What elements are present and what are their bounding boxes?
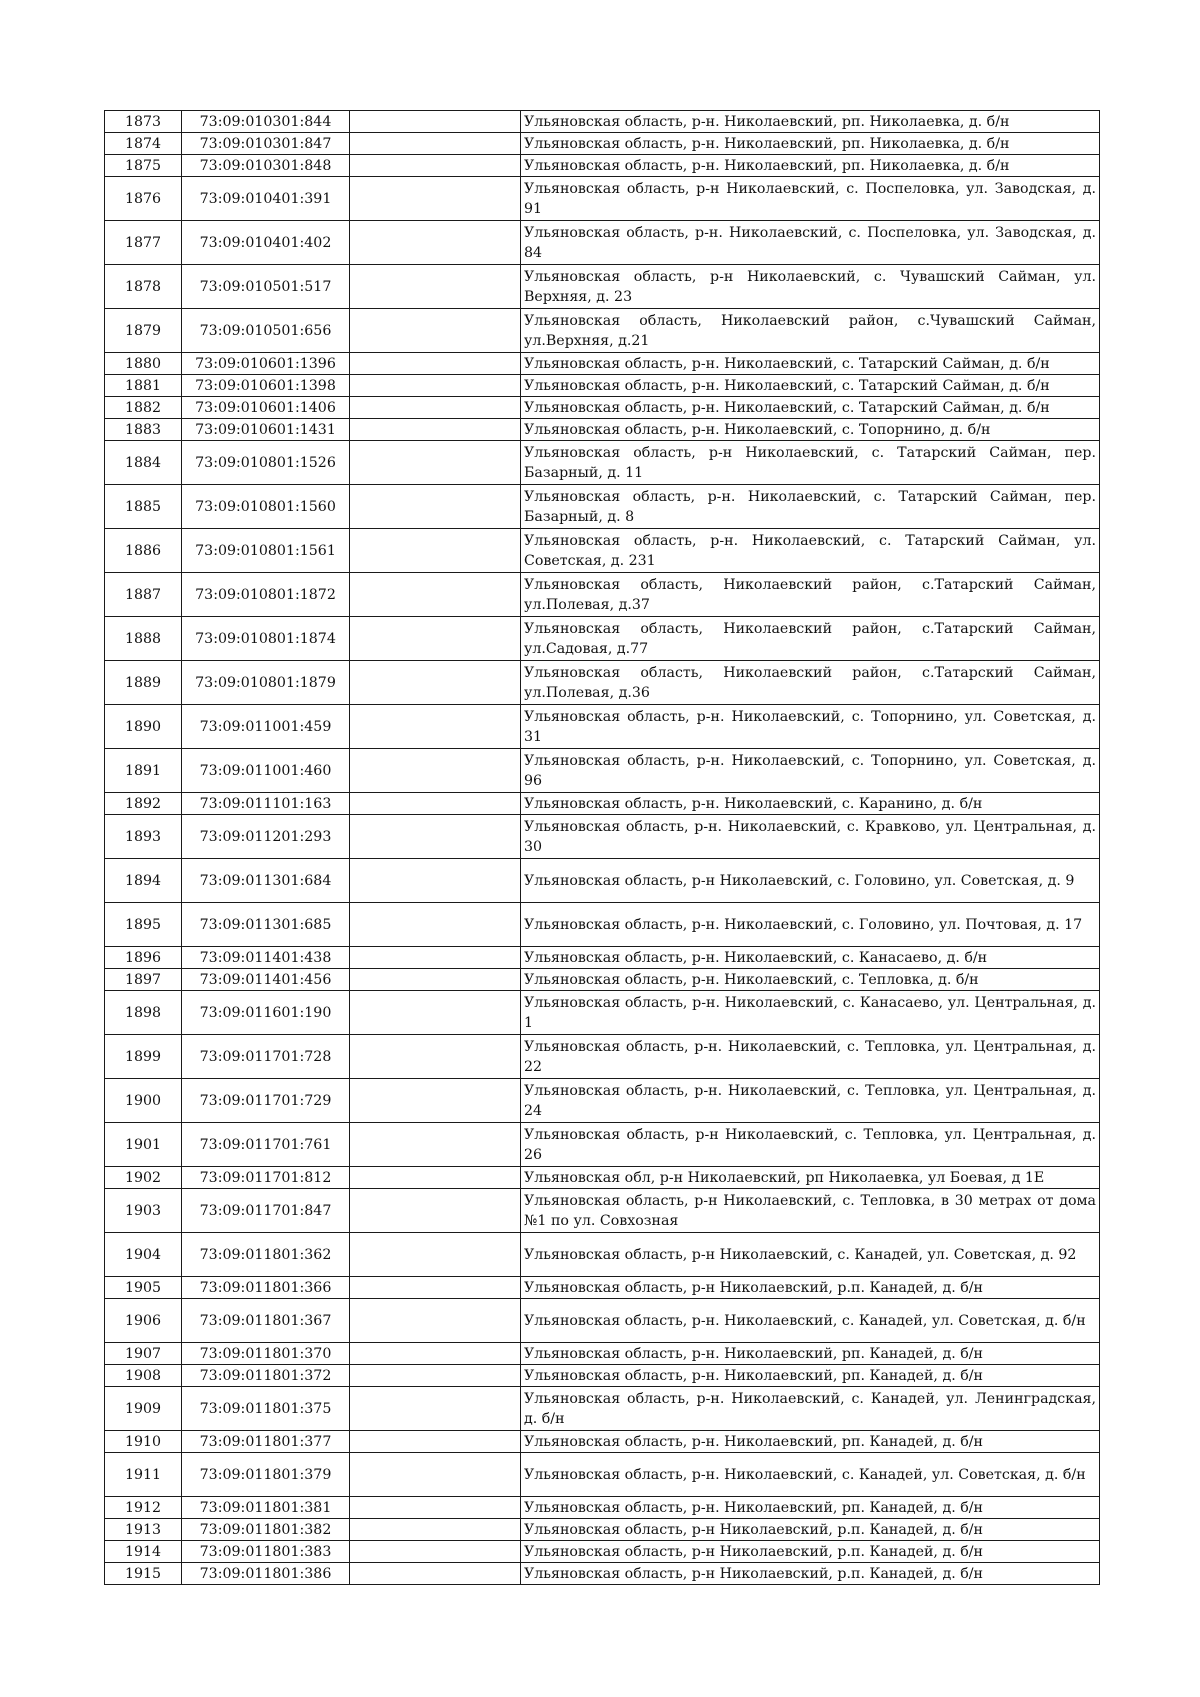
cadastral-number-cell: 73:09:011701:761 xyxy=(182,1123,350,1167)
table-row xyxy=(105,1431,1100,1453)
cadastral-number-cell: 73:09:011401:438 xyxy=(182,947,350,969)
empty-cell xyxy=(350,111,521,133)
cadastral-number-cell: 73:09:011301:684 xyxy=(182,859,350,903)
table-row xyxy=(105,419,1100,441)
empty-cell xyxy=(350,1453,521,1497)
registry-table-body xyxy=(105,111,1100,1585)
empty-cell xyxy=(350,1189,521,1233)
cadastral-number-cell: 73:09:010801:1879 xyxy=(182,661,350,705)
cadastral-number-cell: 73:09:011801:377 xyxy=(182,1431,350,1453)
row-number-cell: 1913 xyxy=(105,1519,182,1541)
row-number-cell: 1903 xyxy=(105,1189,182,1233)
row-number-cell: 1909 xyxy=(105,1387,182,1431)
empty-cell xyxy=(350,1233,521,1277)
address-cell: Ульяновская область, р-н. Николаевский, с. Тепловка, ул. Центральная, д. 22 xyxy=(521,1035,1100,1079)
cadastral-number-cell: 73:09:010801:1561 xyxy=(182,529,350,573)
address-cell: Ульяновская область, р-н. Николаевский, с. Каранино, д. б/н xyxy=(521,793,1100,815)
empty-cell xyxy=(350,1299,521,1343)
empty-cell xyxy=(350,1167,521,1189)
address-cell: Ульяновская область, р-н. Николаевский, рп. Канадей, д. б/н xyxy=(521,1497,1100,1519)
empty-cell xyxy=(350,1541,521,1563)
address-cell: Ульяновская область, Николаевский район, с.Татарский Сайман, ул.Садовая, д.77 xyxy=(521,617,1100,661)
row-number-cell: 1906 xyxy=(105,1299,182,1343)
cadastral-number-cell: 73:09:011701:728 xyxy=(182,1035,350,1079)
cadastral-number-cell: 73:09:011801:386 xyxy=(182,1563,350,1585)
cadastral-number-cell: 73:09:010801:1526 xyxy=(182,441,350,485)
row-number-cell: 1898 xyxy=(105,991,182,1035)
table-row xyxy=(105,1453,1100,1497)
row-number-cell: 1905 xyxy=(105,1277,182,1299)
empty-cell xyxy=(350,1497,521,1519)
row-number-cell: 1881 xyxy=(105,375,182,397)
empty-cell xyxy=(350,793,521,815)
table-row xyxy=(105,265,1100,309)
table-row xyxy=(105,1233,1100,1277)
cadastral-number-cell: 73:09:011701:812 xyxy=(182,1167,350,1189)
empty-cell xyxy=(350,419,521,441)
empty-cell xyxy=(350,265,521,309)
row-number-cell: 1887 xyxy=(105,573,182,617)
table-row xyxy=(105,309,1100,353)
address-cell: Ульяновская область, р-н. Николаевский, с. Татарский Сайман, д. б/н xyxy=(521,353,1100,375)
row-number-cell: 1908 xyxy=(105,1365,182,1387)
table-row xyxy=(105,1189,1100,1233)
empty-cell xyxy=(350,749,521,793)
table-row xyxy=(105,485,1100,529)
empty-cell xyxy=(350,309,521,353)
address-cell: Ульяновская область, р-н. Николаевский, рп. Канадей, д. б/н xyxy=(521,1365,1100,1387)
cadastral-number-cell: 73:09:010601:1396 xyxy=(182,353,350,375)
cadastral-number-cell: 73:09:010301:844 xyxy=(182,111,350,133)
table-row xyxy=(105,1387,1100,1431)
cadastral-number-cell: 73:09:011801:375 xyxy=(182,1387,350,1431)
cadastral-number-cell: 73:09:010301:847 xyxy=(182,133,350,155)
address-cell: Ульяновская область, р-н. Николаевский, с. Топорнино, ул. Советская, д. 96 xyxy=(521,749,1100,793)
address-cell: Ульяновская область, р-н. Николаевский, с. Канадей, ул. Советская, д. б/н xyxy=(521,1453,1100,1497)
table-row xyxy=(105,1343,1100,1365)
table-row xyxy=(105,815,1100,859)
cadastral-number-cell: 73:09:010601:1398 xyxy=(182,375,350,397)
table-row xyxy=(105,1563,1100,1585)
cadastral-number-cell: 73:09:010801:1872 xyxy=(182,573,350,617)
cadastral-number-cell: 73:09:010801:1874 xyxy=(182,617,350,661)
row-number-cell: 1884 xyxy=(105,441,182,485)
address-cell: Ульяновская область, р-н Николаевский, р.п. Канадей, д. б/н xyxy=(521,1541,1100,1563)
address-cell: Ульяновская область, р-н. Николаевский, рп. Николаевка, д. б/н xyxy=(521,133,1100,155)
table-row xyxy=(105,1277,1100,1299)
table-row xyxy=(105,1541,1100,1563)
address-cell: Ульяновская область, р-н. Николаевский, с. Тепловка, ул. Центральная, д. 24 xyxy=(521,1079,1100,1123)
cadastral-number-cell: 73:09:011801:366 xyxy=(182,1277,350,1299)
row-number-cell: 1910 xyxy=(105,1431,182,1453)
row-number-cell: 1893 xyxy=(105,815,182,859)
cadastral-number-cell: 73:09:010501:656 xyxy=(182,309,350,353)
row-number-cell: 1901 xyxy=(105,1123,182,1167)
address-cell: Ульяновская область, р-н Николаевский, с. Чувашский Сайман, ул. Верхняя, д. 23 xyxy=(521,265,1100,309)
address-cell: Ульяновская область, р-н. Николаевский, с. Канадей, ул. Ленинградская, д. б/н xyxy=(521,1387,1100,1431)
cadastral-number-cell: 73:09:010501:517 xyxy=(182,265,350,309)
empty-cell xyxy=(350,1365,521,1387)
row-number-cell: 1894 xyxy=(105,859,182,903)
empty-cell xyxy=(350,705,521,749)
table-row xyxy=(105,991,1100,1035)
address-cell: Ульяновская область, р-н. Николаевский, с. Топорнино, д. б/н xyxy=(521,419,1100,441)
address-cell: Ульяновская область, р-н Николаевский, с. Канадей, ул. Советская, д. 92 xyxy=(521,1233,1100,1277)
table-row xyxy=(105,155,1100,177)
empty-cell xyxy=(350,1431,521,1453)
address-cell: Ульяновская область, р-н. Николаевский, с. Татарский Сайман, д. б/н xyxy=(521,375,1100,397)
address-cell: Ульяновская область, р-н. Николаевский, с. Канасаево, д. б/н xyxy=(521,947,1100,969)
row-number-cell: 1874 xyxy=(105,133,182,155)
address-cell: Ульяновская обл, р-н Николаевский, рп Николаевка, ул Боевая, д 1Е xyxy=(521,1167,1100,1189)
address-cell: Ульяновская область, р-н Николаевский, с. Тепловка, в 30 метрах от дома №1 по ул. Совхозная xyxy=(521,1189,1100,1233)
cadastral-number-cell: 73:09:011801:372 xyxy=(182,1365,350,1387)
address-cell: Ульяновская область, Николаевский район, с.Татарский Сайман, ул.Полевая, д.37 xyxy=(521,573,1100,617)
row-number-cell: 1911 xyxy=(105,1453,182,1497)
table-row xyxy=(105,353,1100,375)
row-number-cell: 1876 xyxy=(105,177,182,221)
cadastral-number-cell: 73:09:011801:383 xyxy=(182,1541,350,1563)
row-number-cell: 1882 xyxy=(105,397,182,419)
address-cell: Ульяновская область, р-н. Николаевский, с. Татарский Сайман, пер. Базарный, д. 8 xyxy=(521,485,1100,529)
empty-cell xyxy=(350,177,521,221)
address-cell: Ульяновская область, р-н Николаевский, с. Татарский Сайман, пер. Базарный, д. 11 xyxy=(521,441,1100,485)
empty-cell xyxy=(350,991,521,1035)
empty-cell xyxy=(350,1519,521,1541)
row-number-cell: 1912 xyxy=(105,1497,182,1519)
cadastral-number-cell: 73:09:010401:402 xyxy=(182,221,350,265)
table-row xyxy=(105,1519,1100,1541)
cadastral-number-cell: 73:09:011101:163 xyxy=(182,793,350,815)
empty-cell xyxy=(350,1563,521,1585)
table-row xyxy=(105,793,1100,815)
address-cell: Ульяновская область, р-н. Николаевский, с. Поспеловка, ул. Заводская, д. 84 xyxy=(521,221,1100,265)
row-number-cell: 1897 xyxy=(105,969,182,991)
row-number-cell: 1889 xyxy=(105,661,182,705)
row-number-cell: 1880 xyxy=(105,353,182,375)
row-number-cell: 1885 xyxy=(105,485,182,529)
table-row xyxy=(105,1035,1100,1079)
registry-table xyxy=(104,110,1100,1585)
address-cell: Ульяновская область, р-н. Николаевский, с. Татарский Сайман, д. б/н xyxy=(521,397,1100,419)
address-cell: Ульяновская область, р-н. Николаевский, рп. Канадей, д. б/н xyxy=(521,1343,1100,1365)
table-row xyxy=(105,749,1100,793)
address-cell: Ульяновская область, р-н. Николаевский, рп. Канадей, д. б/н xyxy=(521,1431,1100,1453)
empty-cell xyxy=(350,441,521,485)
address-cell: Ульяновская область, р-н Николаевский, с. Тепловка, ул. Центральная, д. 26 xyxy=(521,1123,1100,1167)
address-cell: Ульяновская область, р-н Николаевский, с. Поспеловка, ул. Заводская, д. 91 xyxy=(521,177,1100,221)
empty-cell xyxy=(350,397,521,419)
empty-cell xyxy=(350,617,521,661)
empty-cell xyxy=(350,1079,521,1123)
table-row xyxy=(105,133,1100,155)
empty-cell xyxy=(350,1277,521,1299)
row-number-cell: 1888 xyxy=(105,617,182,661)
address-cell: Ульяновская область, р-н Николаевский, р.п. Канадей, д. б/н xyxy=(521,1563,1100,1585)
table-row xyxy=(105,903,1100,947)
address-cell: Ульяновская область, Николаевский район, с.Татарский Сайман, ул.Полевая, д.36 xyxy=(521,661,1100,705)
address-cell: Ульяновская область, р-н Николаевский, с. Головино, ул. Советская, д. 9 xyxy=(521,859,1100,903)
address-cell: Ульяновская область, р-н. Николаевский, с. Канадей, ул. Советская, д. б/н xyxy=(521,1299,1100,1343)
empty-cell xyxy=(350,1035,521,1079)
empty-cell xyxy=(350,1123,521,1167)
cadastral-number-cell: 73:09:011201:293 xyxy=(182,815,350,859)
cadastral-number-cell: 73:09:011701:847 xyxy=(182,1189,350,1233)
empty-cell xyxy=(350,947,521,969)
cadastral-number-cell: 73:09:010601:1406 xyxy=(182,397,350,419)
table-row xyxy=(105,1299,1100,1343)
empty-cell xyxy=(350,661,521,705)
cadastral-number-cell: 73:09:010801:1560 xyxy=(182,485,350,529)
empty-cell xyxy=(350,375,521,397)
row-number-cell: 1895 xyxy=(105,903,182,947)
cadastral-number-cell: 73:09:011801:370 xyxy=(182,1343,350,1365)
table-row xyxy=(105,1497,1100,1519)
cadastral-number-cell: 73:09:010301:848 xyxy=(182,155,350,177)
empty-cell xyxy=(350,815,521,859)
row-number-cell: 1883 xyxy=(105,419,182,441)
address-cell: Ульяновская область, Николаевский район, с.Чувашский Сайман, ул.Верхняя, д.21 xyxy=(521,309,1100,353)
row-number-cell: 1900 xyxy=(105,1079,182,1123)
table-row xyxy=(105,573,1100,617)
address-cell: Ульяновская область, р-н. Николаевский, с. Татарский Сайман, ул. Советская, д. 231 xyxy=(521,529,1100,573)
row-number-cell: 1915 xyxy=(105,1563,182,1585)
row-number-cell: 1891 xyxy=(105,749,182,793)
row-number-cell: 1877 xyxy=(105,221,182,265)
cadastral-number-cell: 73:09:010601:1431 xyxy=(182,419,350,441)
address-cell: Ульяновская область, р-н. Николаевский, с. Головино, ул. Почтовая, д. 17 xyxy=(521,903,1100,947)
row-number-cell: 1902 xyxy=(105,1167,182,1189)
cadastral-number-cell: 73:09:010401:391 xyxy=(182,177,350,221)
cadastral-number-cell: 73:09:011701:729 xyxy=(182,1079,350,1123)
empty-cell xyxy=(350,903,521,947)
cadastral-number-cell: 73:09:011801:362 xyxy=(182,1233,350,1277)
row-number-cell: 1873 xyxy=(105,111,182,133)
empty-cell xyxy=(350,221,521,265)
row-number-cell: 1886 xyxy=(105,529,182,573)
table-row xyxy=(105,947,1100,969)
empty-cell xyxy=(350,573,521,617)
row-number-cell: 1899 xyxy=(105,1035,182,1079)
empty-cell xyxy=(350,155,521,177)
table-row xyxy=(105,705,1100,749)
table-row xyxy=(105,177,1100,221)
row-number-cell: 1904 xyxy=(105,1233,182,1277)
table-row xyxy=(105,661,1100,705)
table-row xyxy=(105,1079,1100,1123)
table-row xyxy=(105,1365,1100,1387)
empty-cell xyxy=(350,859,521,903)
address-cell: Ульяновская область, р-н. Николаевский, с. Тепловка, д. б/н xyxy=(521,969,1100,991)
empty-cell xyxy=(350,1343,521,1365)
table-row xyxy=(105,859,1100,903)
address-cell: Ульяновская область, р-н Николаевский, р.п. Канадей, д. б/н xyxy=(521,1277,1100,1299)
address-cell: Ульяновская область, р-н Николаевский, р.п. Канадей, д. б/н xyxy=(521,1519,1100,1541)
cadastral-number-cell: 73:09:011801:382 xyxy=(182,1519,350,1541)
address-cell: Ульяновская область, р-н. Николаевский, с. Канасаево, ул. Центральная, д. 1 xyxy=(521,991,1100,1035)
row-number-cell: 1879 xyxy=(105,309,182,353)
cadastral-number-cell: 73:09:011801:381 xyxy=(182,1497,350,1519)
address-cell: Ульяновская область, р-н. Николаевский, с. Топорнино, ул. Советская, д. 31 xyxy=(521,705,1100,749)
table-row xyxy=(105,441,1100,485)
cadastral-number-cell: 73:09:011001:459 xyxy=(182,705,350,749)
table-row xyxy=(105,397,1100,419)
address-cell: Ульяновская область, р-н. Николаевский, с. Кравково, ул. Центральная, д. 30 xyxy=(521,815,1100,859)
row-number-cell: 1892 xyxy=(105,793,182,815)
table-row xyxy=(105,111,1100,133)
address-cell: Ульяновская область, р-н. Николаевский, рп. Николаевка, д. б/н xyxy=(521,155,1100,177)
cadastral-number-cell: 73:09:011601:190 xyxy=(182,991,350,1035)
row-number-cell: 1878 xyxy=(105,265,182,309)
table-row xyxy=(105,1167,1100,1189)
cadastral-number-cell: 73:09:011301:685 xyxy=(182,903,350,947)
cadastral-number-cell: 73:09:011801:379 xyxy=(182,1453,350,1497)
row-number-cell: 1907 xyxy=(105,1343,182,1365)
row-number-cell: 1890 xyxy=(105,705,182,749)
empty-cell xyxy=(350,969,521,991)
empty-cell xyxy=(350,353,521,375)
empty-cell xyxy=(350,133,521,155)
table-row xyxy=(105,529,1100,573)
table-row xyxy=(105,221,1100,265)
table-row xyxy=(105,617,1100,661)
empty-cell xyxy=(350,1387,521,1431)
empty-cell xyxy=(350,485,521,529)
table-row xyxy=(105,1123,1100,1167)
row-number-cell: 1896 xyxy=(105,947,182,969)
table-row xyxy=(105,375,1100,397)
row-number-cell: 1875 xyxy=(105,155,182,177)
row-number-cell: 1914 xyxy=(105,1541,182,1563)
cadastral-number-cell: 73:09:011401:456 xyxy=(182,969,350,991)
cadastral-number-cell: 73:09:011001:460 xyxy=(182,749,350,793)
cadastral-number-cell: 73:09:011801:367 xyxy=(182,1299,350,1343)
empty-cell xyxy=(350,529,521,573)
address-cell: Ульяновская область, р-н. Николаевский, рп. Николаевка, д. б/н xyxy=(521,111,1100,133)
table-row xyxy=(105,969,1100,991)
